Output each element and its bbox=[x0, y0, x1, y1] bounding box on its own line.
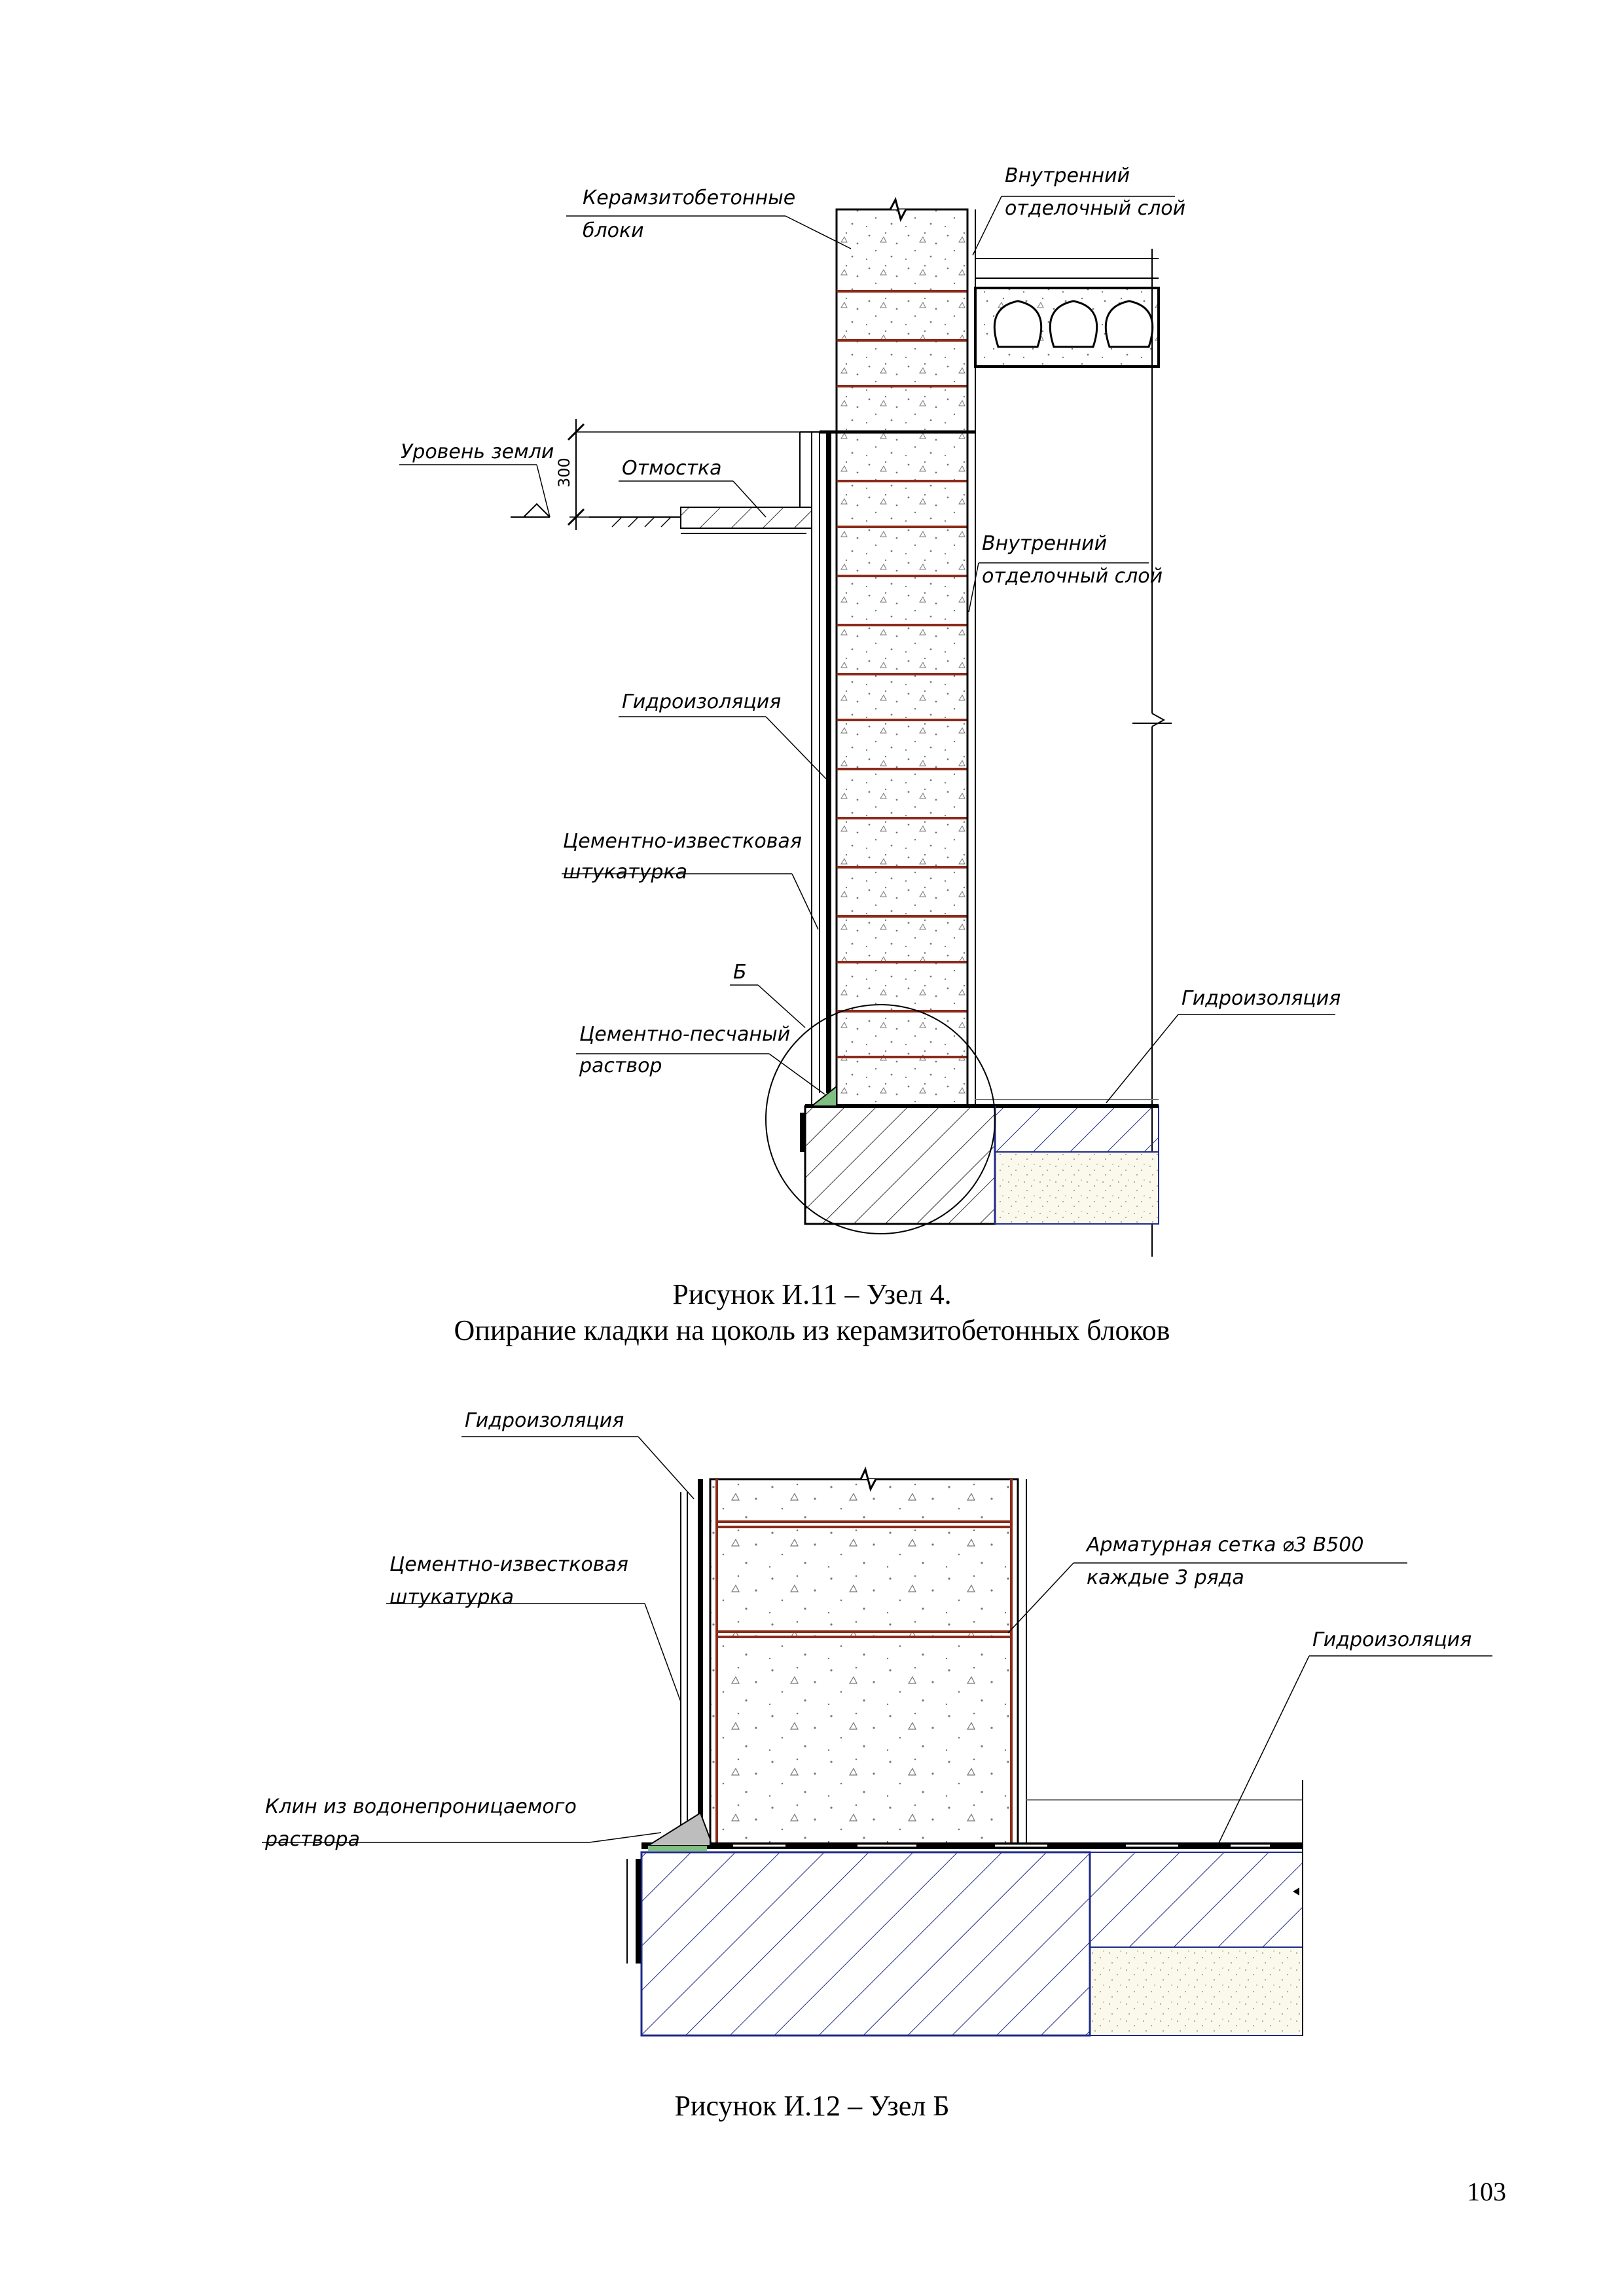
label-waterproofing-top: Гидроизоляция bbox=[465, 1409, 624, 1432]
label-mesh-line1: Арматурная сетка ⌀3 В500 bbox=[1087, 1534, 1364, 1556]
figure1-caption-title: Рисунок И.11 – Узел 4. bbox=[672, 1278, 952, 1310]
label-inner-finish-mid-line1: Внутренний bbox=[982, 532, 1108, 555]
dimension-300 bbox=[511, 419, 602, 530]
label-blocks-line1: Керамзитобетонные bbox=[583, 187, 796, 209]
masonry-wall-detail bbox=[681, 1469, 1026, 1846]
label-inner-finish-mid-line2: отделочный слой bbox=[982, 565, 1163, 588]
node-b-drawing bbox=[0, 1388, 1624, 2081]
label-waterproofing-right: Гидроизоляция bbox=[1312, 1628, 1472, 1651]
page-number: 103 bbox=[1467, 2177, 1506, 2206]
label-blocks-line2: блоки bbox=[583, 219, 644, 242]
label-blind-area: Отмостка bbox=[622, 457, 722, 480]
label-waterproofing-wall: Гидроизоляция bbox=[622, 691, 782, 713]
ground-level bbox=[576, 432, 829, 533]
dimension-300-text: 300 bbox=[555, 457, 573, 488]
label-mortar-line1: Цементно-песчаный bbox=[579, 1023, 791, 1046]
label-wedge-line2: раствора bbox=[265, 1828, 360, 1851]
label-plaster-line1: Цементно-известковая bbox=[563, 830, 802, 853]
label-node-mark: Б bbox=[733, 961, 747, 984]
label-plaster-detail-line1: Цементно-известковая bbox=[389, 1553, 628, 1576]
masonry-wall bbox=[812, 200, 975, 1106]
label-waterproofing-floor: Гидроизоляция bbox=[1182, 987, 1341, 1010]
plinth-foundation bbox=[803, 1086, 1159, 1224]
label-inner-finish-top-line1: Внутренний bbox=[1005, 164, 1130, 187]
label-mesh-line2: каждые 3 ряда bbox=[1087, 1566, 1244, 1589]
figure2-caption: Рисунок И.12 – Узел Б bbox=[674, 2090, 950, 2122]
label-inner-finish-top-line2: отделочный слой bbox=[1005, 197, 1186, 220]
label-ground-level: Уровень земли bbox=[401, 440, 554, 463]
label-plaster-line2: штукатурка bbox=[563, 861, 687, 884]
label-mortar-line2: раствор bbox=[579, 1054, 662, 1077]
figure-node-b bbox=[0, 1388, 1624, 2081]
label-plaster-detail-line2: штукатурка bbox=[389, 1586, 514, 1609]
label-wedge-line1: Клин из водонепроницаемого bbox=[265, 1795, 577, 1818]
figure1-caption-subtitle: Опирание кладки на цоколь из керамзитобетонных блоков bbox=[454, 1314, 1170, 1346]
